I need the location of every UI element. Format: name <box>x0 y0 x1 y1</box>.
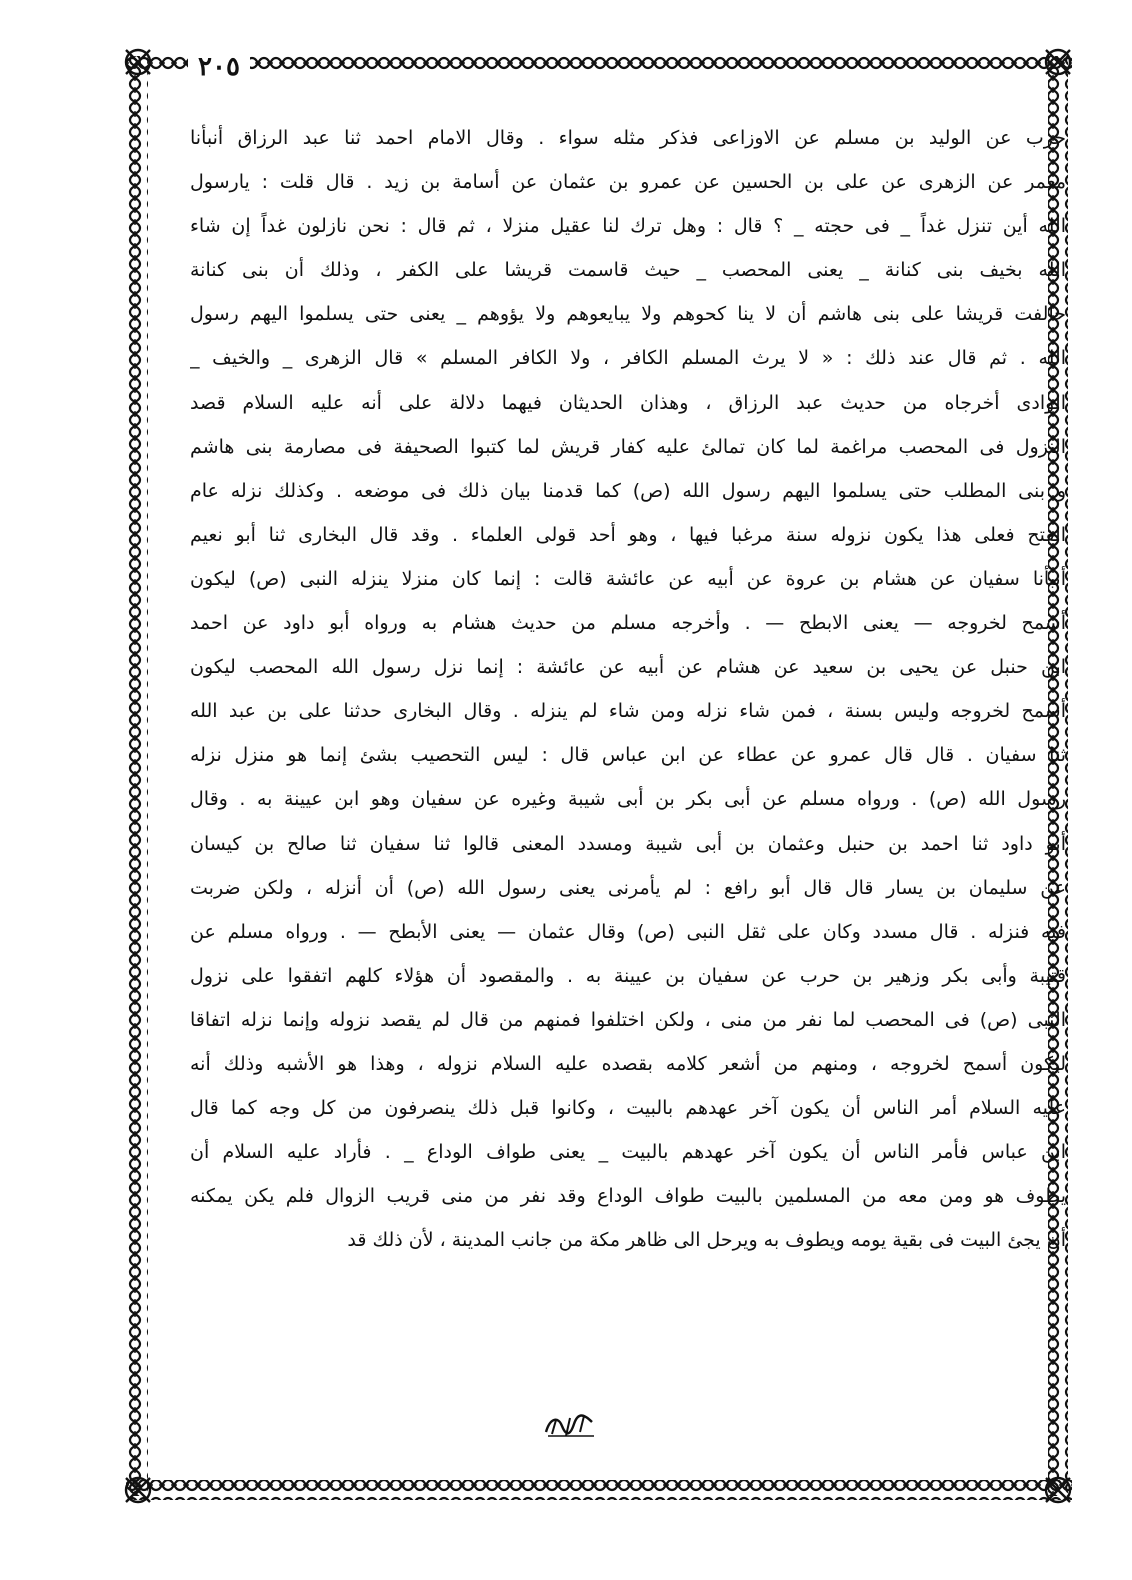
body-text <box>190 116 1066 1376</box>
text-line: أبو داود ثنا احمد بن حنبل وعثمان بن أبى شيبة ومسدد المعنى قالوا ثنا سفيان ثنا صالح بن كيسان <box>190 832 1066 855</box>
text-line: الله بخيف بنى كنانة _ يعنى المحصب _ حيث قاسمت قريشا على الكفر ، وذلك أن بنى كنانة <box>190 259 1066 282</box>
text-line: ابن عباس فأمر الناس أن يكون آخر عهدهم بالبيت _ يعنى طواف الوداع _ . فأراد عليه السلام أن <box>190 1141 1066 1164</box>
text-line: حالفت قريشا على بنى هاشم أن لا ينا كحوهم ولا يبايعوهم ولا يؤوهم _ يعنى حتى يسلموا اليهم رسول <box>190 303 1066 326</box>
text-line: عن سليمان بن يسار قال قال أبو رافع : لم يأمرنى يعنى رسول الله (ص) أن أنزله ، ولكن ضربت <box>190 876 1066 899</box>
border-top <box>126 52 1072 72</box>
text-line: رسول الله (ص) . ورواه مسلم عن أبى بكر بن أبى شيبة وغيره عن سفيان وهو ابن عيينة به . وقال <box>190 788 1066 811</box>
text-line: الوادى أخرجاه من حديث عبد الرزاق ، وهذان الحديثان فيهما دلالة على أنه عليه السلام قصد <box>190 391 1066 414</box>
text-line: الله أين تنزل غداً _ فى حجته _ ؟ قال : وهل ترك لنا عقيل منزلا ، ثم قال : نحن نازلون غداً إن شاء <box>190 215 1066 238</box>
text-line: النبى (ص) فى المحصب لما نفر من منى ، ولكن اختلفوا فمنهم من قال لم يقصد نزوله وإنما نزله اتفاقا <box>190 1008 1066 1031</box>
text-line: قتيبة وأبى بكر وزهير بن حرب عن سفيان بن عيينة به . والمقصود أن هؤلاء كلهم اتفقوا على نزول <box>190 964 1066 987</box>
text-line: الفتح فعلى هذا يكون نزوله سنة مرغبا فيها ، وهو أحد قولى العلماء . وقد قال البخارى ثنا أبو نعيم <box>190 523 1066 546</box>
text-line: ابن حنبل عن يحيى بن سعيد عن هشام عن أبيه عن عائشة : إنما نزل رسول الله المحصب ليكون <box>190 656 1066 679</box>
border-left <box>128 56 148 1496</box>
text-line: يطوف هو ومن معه من المسلمين بالبيت طواف الوداع وقد نفر من منى قريب الزوال فلم يكن يمكنه <box>190 1185 1066 1208</box>
text-line: عليه السلام أمر الناس أن يكون آخر عهدهم بالبيت ، وكانوا قبل ذلك ينصرفون من كل وجه كما قال <box>190 1097 1066 1120</box>
text-line: ليكون أسمح لخروجه ، ومنهم من أشعر كلامه بقصده عليه السلام نزوله ، وهذا هو الأشبه وذلك أنه <box>190 1052 1066 1075</box>
text-line: معمر عن الزهرى عن على بن الحسين عن عمرو بن عثمان عن أسامة بن زيد . قال قلت : يارسول <box>190 171 1066 194</box>
text-line: النزول فى المحصب مراغمة لما كان تمالئ عليه كفار قريش لما كتبوا الصحيفة فى مصارمة بنى هاشم <box>190 435 1066 458</box>
text-line: فيه فنزله . قال مسدد وكان على ثقل النبى (ص) وقال عثمان — يعنى الأبطح — . ورواه مسلم عن <box>190 920 1066 943</box>
text-line: حرب عن الوليد بن مسلم عن الاوزاعى فذكر مثله سواء . وقال الامام احمد ثنا عبد الرزاق أنبأنا <box>190 127 1066 149</box>
border-bottom <box>126 1480 1072 1500</box>
text-line: و بنى المطلب حتى يسلموا اليهم رسول الله (ص) كما قدمنا بيان ذلك فى موضعه . وكذلك نزله عام <box>190 479 1066 502</box>
footer-ornament <box>540 1408 600 1442</box>
text-line: أسمح لخروجه — يعنى الابطح — . وأخرجه مسلم من حديث هشام به ورواه أبو داود عن احمد <box>190 612 1066 635</box>
text-line: أسمح لخروجه وليس بسنة ، فمن شاء نزله ومن شاء لم ينزله . وقال البخارى حدثنا على بن عبد الله <box>190 700 1066 723</box>
page-number: ٢٠٥ <box>188 52 250 82</box>
text-line: ثنا سفيان . قال قال عمرو عن عطاء عن ابن عباس قال : ليس التحصيب بشئ إنما هو منزل نزله <box>190 744 1066 767</box>
text-line: أن يجئ البيت فى بقية يومه ويطوف به ويرحل الى ظاهر مكة من جانب المدينة ، لأن ذلك قد <box>347 1229 1066 1252</box>
text-line: أنبأنا سفيان عن هشام بن عروة عن أبيه عن عائشة قالت : إنما كان منزلا ينزله النبى (ص) ليكون <box>190 567 1066 590</box>
text-line: الله . ثم قال عند ذلك : « لا يرث المسلم الكافر ، ولا الكافر المسلم » قال الزهرى _ والخيف _ <box>190 347 1066 370</box>
